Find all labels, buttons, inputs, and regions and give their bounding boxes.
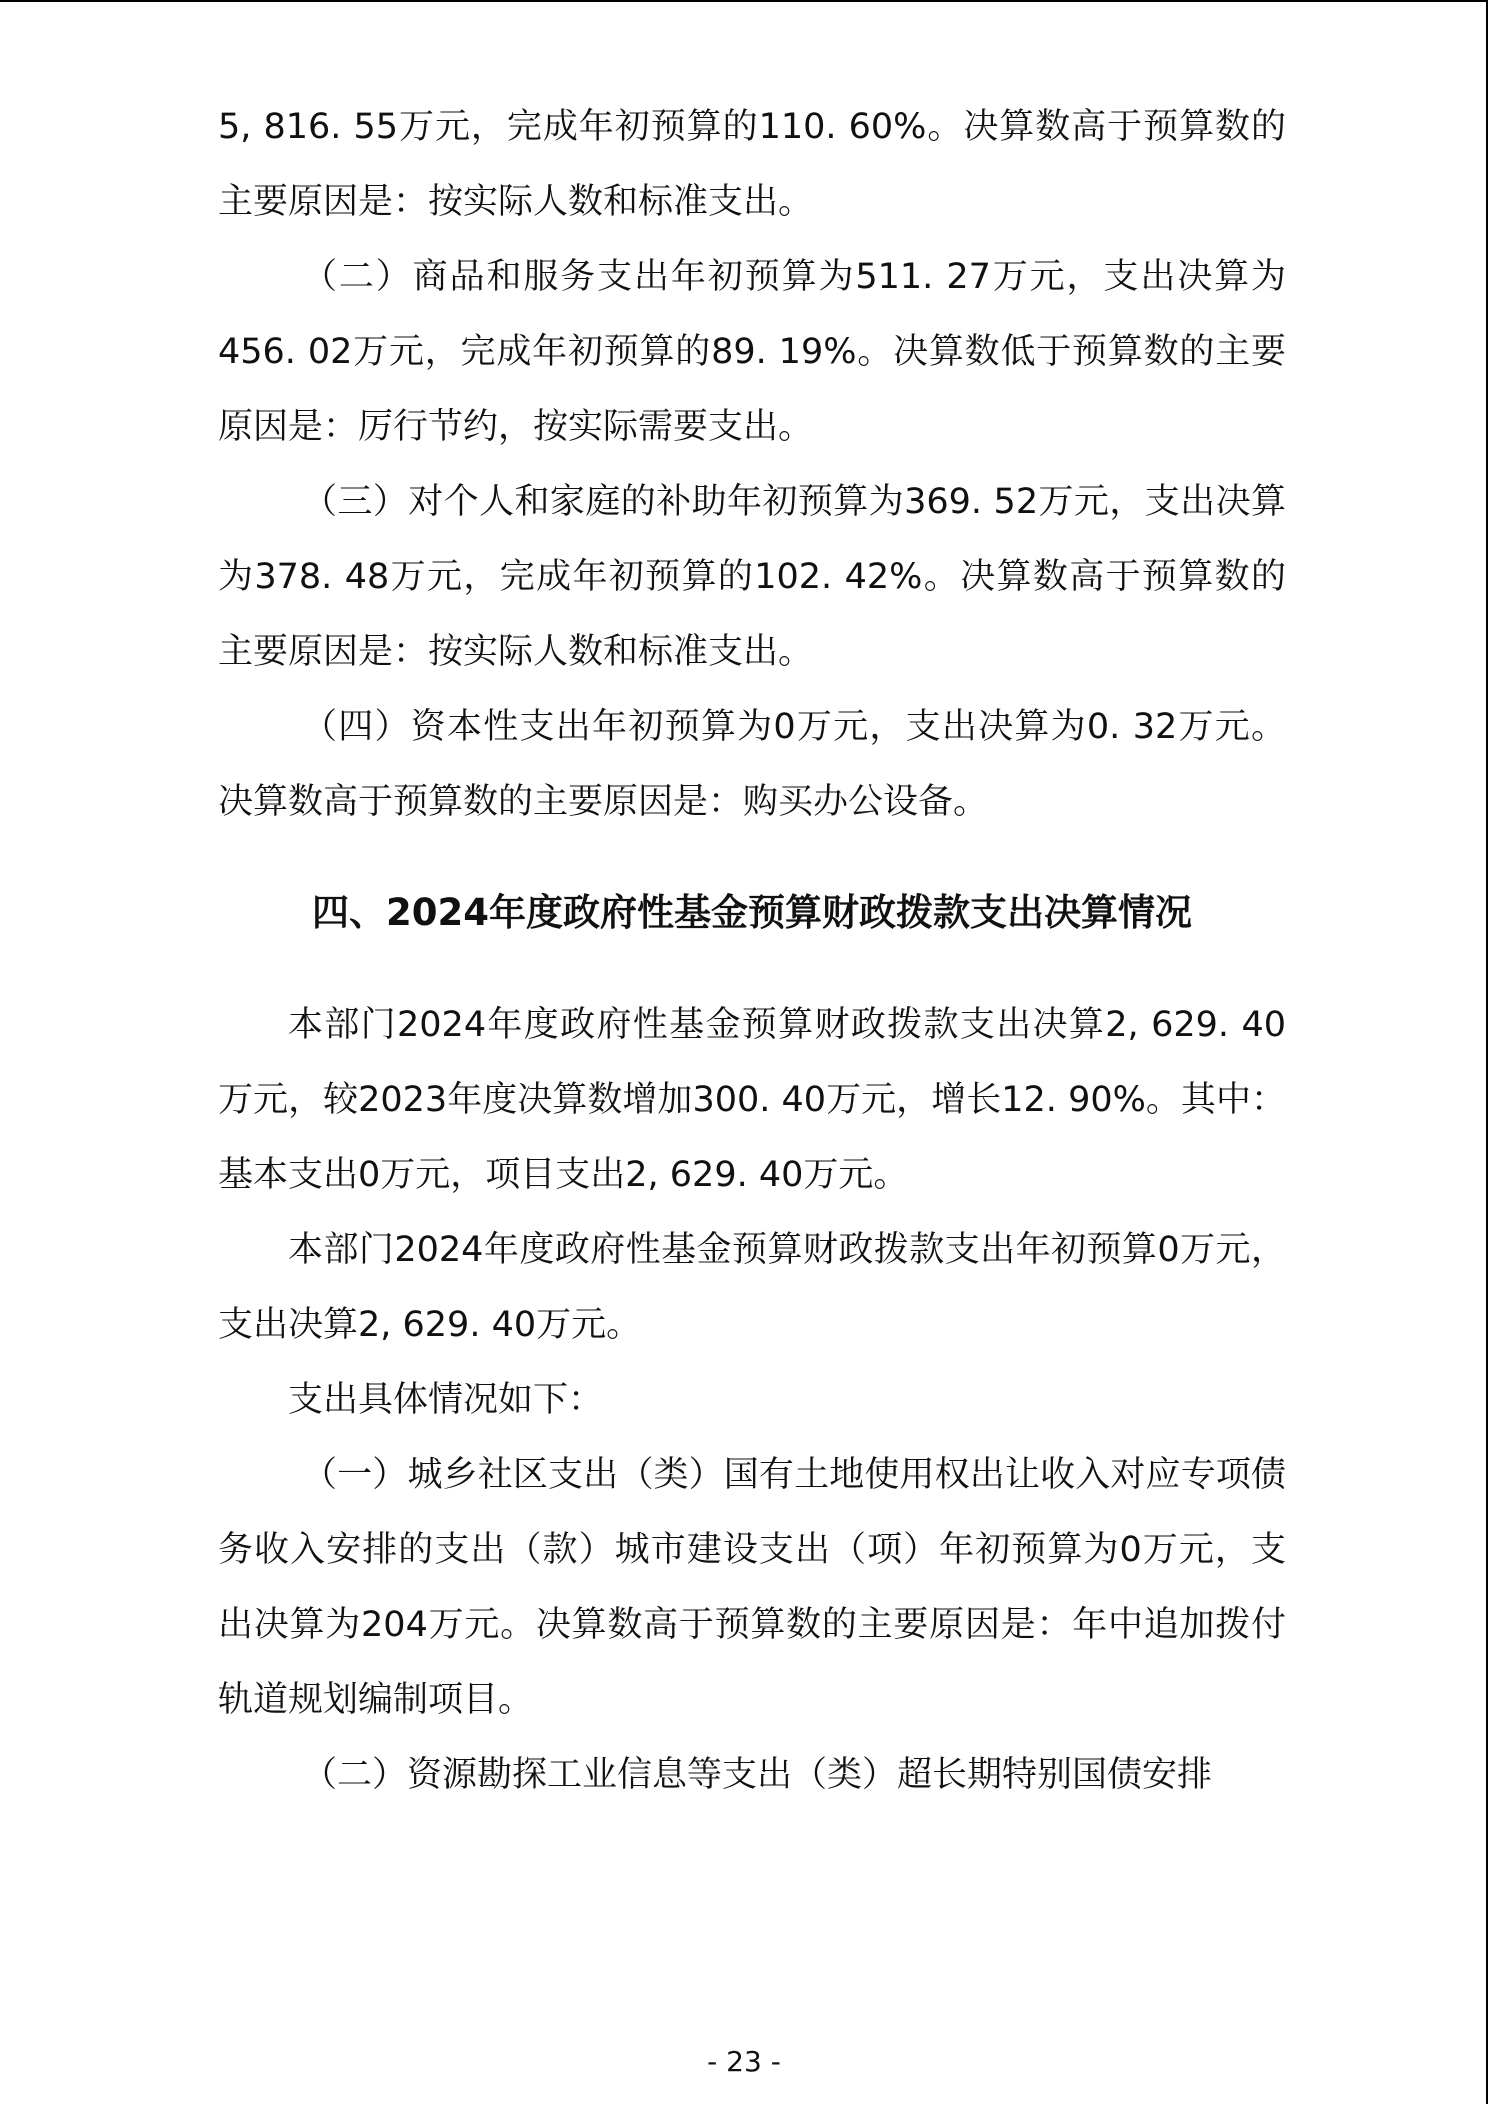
paragraph-capital-expenditure: （四）资本性支出年初预算为0万元，支出决算为0. 32万元。决算数高于预算数的主要原因是：购买办公设备。 bbox=[218, 707, 1286, 822]
paragraph-fund-budget-initial: 本部门2024年度政府性基金预算财政拨款支出年初预算0万元，支出决算2, 629. 40万元。 bbox=[218, 1230, 1286, 1345]
paragraph-individual-household-subsidy: （三）对个人和家庭的补助年初预算为369. 52万元，支出决算为378. 48万元，完成年初预算的102. 42%。决算数高于预算数的主要原因是：按实际人数和标准支出。 bbox=[218, 482, 1286, 672]
paragraph-fund-budget-summary: 本部门2024年度政府性基金预算财政拨款支出决算2, 629. 40万元，较2023年度决算数增加300. 40万元，增长12. 90%。其中：基本支出0万元，项目支出2, 629. 40万元。 bbox=[218, 1005, 1286, 1195]
paragraph-details-intro: 支出具体情况如下： bbox=[288, 1380, 604, 1420]
page-number: - 23 - bbox=[707, 2045, 781, 2078]
paragraph-resource-exploration: （二）资源勘探工业信息等支出（类）超长期特别国债安排 bbox=[302, 1755, 1213, 1795]
paragraph-urban-rural-community: （一）城乡社区支出（类）国有土地使用权出让收入对应专项债务收入安排的支出（款）城市建设支出（项）年初预算为0万元，支出决算为204万元。决算数高于预算数的主要原因是：年中追加拨付轨道规划编制项目。 bbox=[218, 1455, 1286, 1720]
paragraph-goods-services: （二）商品和服务支出年初预算为511. 27万元，支出决算为456. 02万元，完成年初预算的89. 19%。决算数低于预算数的主要原因是：厉行节约，按实际需要支出。 bbox=[218, 257, 1286, 447]
document-body bbox=[218, 90, 1286, 1813]
paragraph-personnel-conclusion: 5, 816. 55万元，完成年初预算的110. 60%。决算数高于预算数的主要原因是：按实际人数和标准支出。 bbox=[218, 107, 1286, 222]
section-heading: 四、2024年度政府性基金预算财政拨款支出决算情况 bbox=[312, 891, 1192, 934]
